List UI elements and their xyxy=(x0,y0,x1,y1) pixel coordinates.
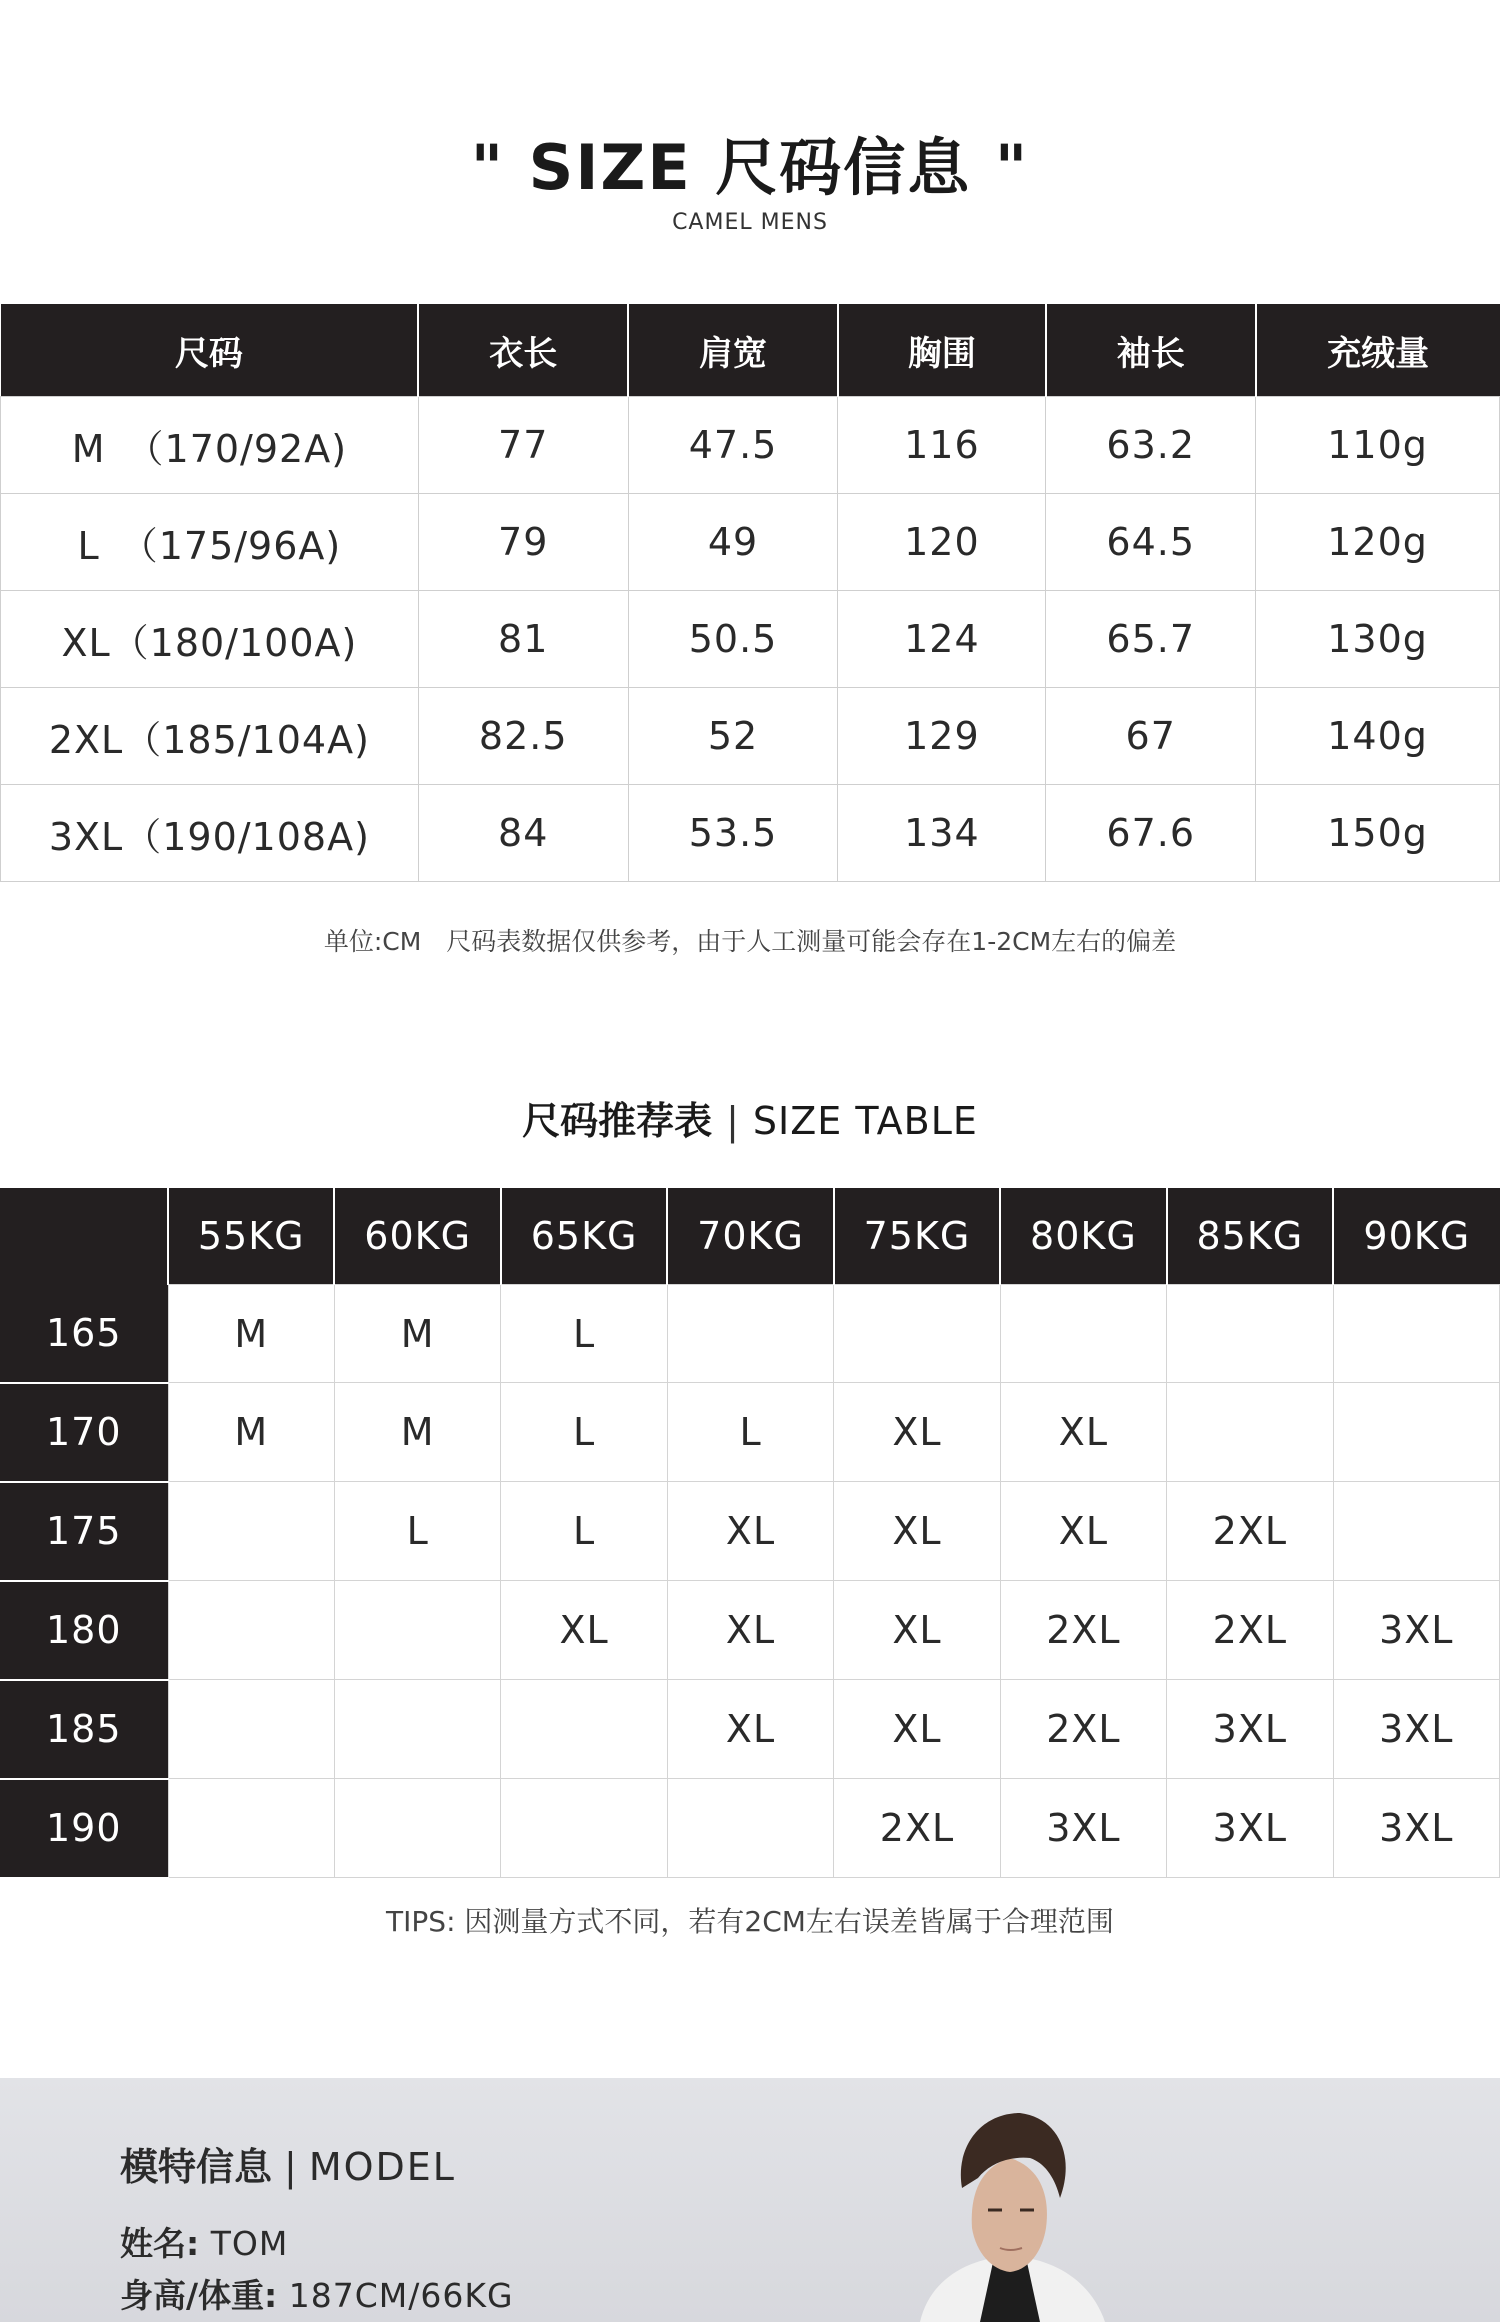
table-cell: 120 xyxy=(838,494,1046,591)
model-stats-value: 187CM/66KG xyxy=(288,2276,514,2315)
table-cell: 81 xyxy=(418,591,628,688)
column-header: 肩宽 xyxy=(628,304,838,397)
weight-header: 70KG xyxy=(667,1188,833,1285)
size-cell: XL xyxy=(834,1680,1000,1779)
table-cell: 129 xyxy=(838,688,1046,785)
size-cell: L xyxy=(667,1383,833,1482)
size-cell: 2XL xyxy=(1000,1680,1166,1779)
size-cell: M xyxy=(334,1285,500,1383)
size-cell: 3XL xyxy=(1333,1779,1499,1878)
size-cell: XL xyxy=(667,1482,833,1581)
size-cell: 3XL xyxy=(1167,1779,1333,1878)
recommend-title-cn: 尺码推荐表 xyxy=(522,1099,713,1143)
size-cell: XL xyxy=(1000,1383,1166,1482)
table-cell: 120g xyxy=(1256,494,1500,591)
table-cell: 65.7 xyxy=(1046,591,1256,688)
table-cell: 84 xyxy=(418,785,628,882)
table-cell: 79 xyxy=(418,494,628,591)
table-row xyxy=(0,1285,1500,1383)
size-cell: 3XL xyxy=(1333,1680,1499,1779)
size-cell: XL（180/100A) xyxy=(1,591,419,688)
height-header: 180 xyxy=(0,1581,168,1680)
model-heading xyxy=(120,2136,456,2191)
table-cell: 67.6 xyxy=(1046,785,1256,882)
table-row xyxy=(0,1680,1500,1779)
size-cell: 2XL（185/104A) xyxy=(1,688,419,785)
corner-cell xyxy=(0,1188,168,1285)
size-cell: M xyxy=(334,1383,500,1482)
page-title: " SIZE 尺码信息 " xyxy=(470,131,1030,204)
measurement-note: 单位:CM 尺码表数据仅供参考，由于人工测量可能会存在1-2CM左右的偏差 xyxy=(323,927,1177,956)
model-name-label: 姓名: xyxy=(120,2224,200,2263)
table-row xyxy=(0,1779,1500,1878)
column-header: 袖长 xyxy=(1046,304,1256,397)
table-row xyxy=(1,494,1500,591)
size-cell: L xyxy=(501,1482,667,1581)
size-cell xyxy=(501,1680,667,1779)
brand-subtitle: CAMEL MENS xyxy=(672,210,828,235)
size-cell: 3XL xyxy=(1000,1779,1166,1878)
size-cell: 2XL xyxy=(1000,1581,1166,1680)
height-header: 185 xyxy=(0,1680,168,1779)
column-header: 充绒量 xyxy=(1256,304,1500,397)
size-cell: XL xyxy=(834,1581,1000,1680)
size-cell xyxy=(168,1581,334,1680)
size-cell xyxy=(334,1680,500,1779)
size-cell xyxy=(334,1581,500,1680)
size-cell: L （175/96A) xyxy=(1,494,419,591)
size-cell xyxy=(334,1779,500,1878)
size-cell xyxy=(168,1680,334,1779)
table-cell: 50.5 xyxy=(628,591,838,688)
size-cell xyxy=(1167,1285,1333,1383)
model-stats-line xyxy=(120,2270,514,2317)
size-info-table xyxy=(0,304,1500,882)
weight-header-row xyxy=(0,1188,1500,1285)
size-cell xyxy=(168,1779,334,1878)
size-cell: L xyxy=(334,1482,500,1581)
height-header: 165 xyxy=(0,1285,168,1383)
height-header: 170 xyxy=(0,1383,168,1482)
table-row xyxy=(0,1581,1500,1680)
weight-header: 80KG xyxy=(1000,1188,1166,1285)
table-row xyxy=(1,785,1500,882)
size-table-header-row xyxy=(1,304,1500,397)
height-header: 190 xyxy=(0,1779,168,1878)
table-row xyxy=(0,1482,1500,1581)
table-cell: 67 xyxy=(1046,688,1256,785)
weight-header: 90KG xyxy=(1333,1188,1499,1285)
size-cell: 3XL xyxy=(1333,1581,1499,1680)
size-cell: XL xyxy=(834,1482,1000,1581)
column-header: 胸围 xyxy=(838,304,1046,397)
size-cell xyxy=(1333,1285,1499,1383)
model-name-value: TOM xyxy=(210,2224,289,2263)
recommend-table-title xyxy=(0,1090,1500,1145)
table-row xyxy=(1,397,1500,494)
size-cell: 3XL xyxy=(1167,1680,1333,1779)
size-cell: XL xyxy=(667,1581,833,1680)
table-cell: 49 xyxy=(628,494,838,591)
table-cell: 110g xyxy=(1256,397,1500,494)
title-separator: | xyxy=(726,1099,739,1143)
size-recommend-table xyxy=(0,1188,1500,1879)
table-cell: 64.5 xyxy=(1046,494,1256,591)
size-cell xyxy=(1000,1285,1166,1383)
column-header: 衣长 xyxy=(418,304,628,397)
heading-separator: | xyxy=(284,2145,297,2189)
table-cell: 47.5 xyxy=(628,397,838,494)
table-cell: 63.2 xyxy=(1046,397,1256,494)
size-cell xyxy=(667,1779,833,1878)
size-cell: XL xyxy=(667,1680,833,1779)
weight-header: 65KG xyxy=(501,1188,667,1285)
size-cell: XL xyxy=(501,1581,667,1680)
table-row xyxy=(0,1383,1500,1482)
size-cell xyxy=(1333,1482,1499,1581)
table-cell: 140g xyxy=(1256,688,1500,785)
size-cell: 3XL（190/108A) xyxy=(1,785,419,882)
size-cell: M xyxy=(168,1383,334,1482)
table-cell: 77 xyxy=(418,397,628,494)
table-cell: 116 xyxy=(838,397,1046,494)
model-photo xyxy=(860,2078,1160,2322)
size-cell: M xyxy=(168,1285,334,1383)
size-cell: 2XL xyxy=(1167,1581,1333,1680)
table-cell: 52 xyxy=(628,688,838,785)
weight-header: 55KG xyxy=(168,1188,334,1285)
recommend-title-en: SIZE TABLE xyxy=(752,1099,978,1143)
tips-note: TIPS: 因测量方式不同，若有2CM左右误差皆属于合理范围 xyxy=(386,1905,1114,1938)
size-cell xyxy=(501,1779,667,1878)
size-cell: M （170/92A) xyxy=(1,397,419,494)
model-name-line xyxy=(120,2218,288,2265)
table-cell: 82.5 xyxy=(418,688,628,785)
column-header: 尺码 xyxy=(1,304,419,397)
table-cell: 130g xyxy=(1256,591,1500,688)
table-cell: 53.5 xyxy=(628,785,838,882)
weight-header: 75KG xyxy=(834,1188,1000,1285)
size-cell: 2XL xyxy=(1167,1482,1333,1581)
model-heading-en: MODEL xyxy=(308,2145,456,2189)
size-cell: 2XL xyxy=(834,1779,1000,1878)
table-cell: 134 xyxy=(838,785,1046,882)
weight-header: 60KG xyxy=(334,1188,500,1285)
table-cell: 150g xyxy=(1256,785,1500,882)
table-row xyxy=(1,688,1500,785)
size-cell: L xyxy=(501,1383,667,1482)
table-row xyxy=(1,591,1500,688)
model-heading-cn: 模特信息 xyxy=(120,2145,273,2189)
size-cell: L xyxy=(501,1285,667,1383)
size-cell: XL xyxy=(834,1383,1000,1482)
height-header: 175 xyxy=(0,1482,168,1581)
size-cell xyxy=(1167,1383,1333,1482)
weight-header: 85KG xyxy=(1167,1188,1333,1285)
size-cell: XL xyxy=(1000,1482,1166,1581)
model-info-section xyxy=(0,2078,1500,2322)
table-cell: 124 xyxy=(838,591,1046,688)
size-cell xyxy=(667,1285,833,1383)
size-cell xyxy=(834,1285,1000,1383)
size-cell xyxy=(1333,1383,1499,1482)
model-stats-label: 身高/体重: xyxy=(120,2276,278,2315)
size-cell xyxy=(168,1482,334,1581)
